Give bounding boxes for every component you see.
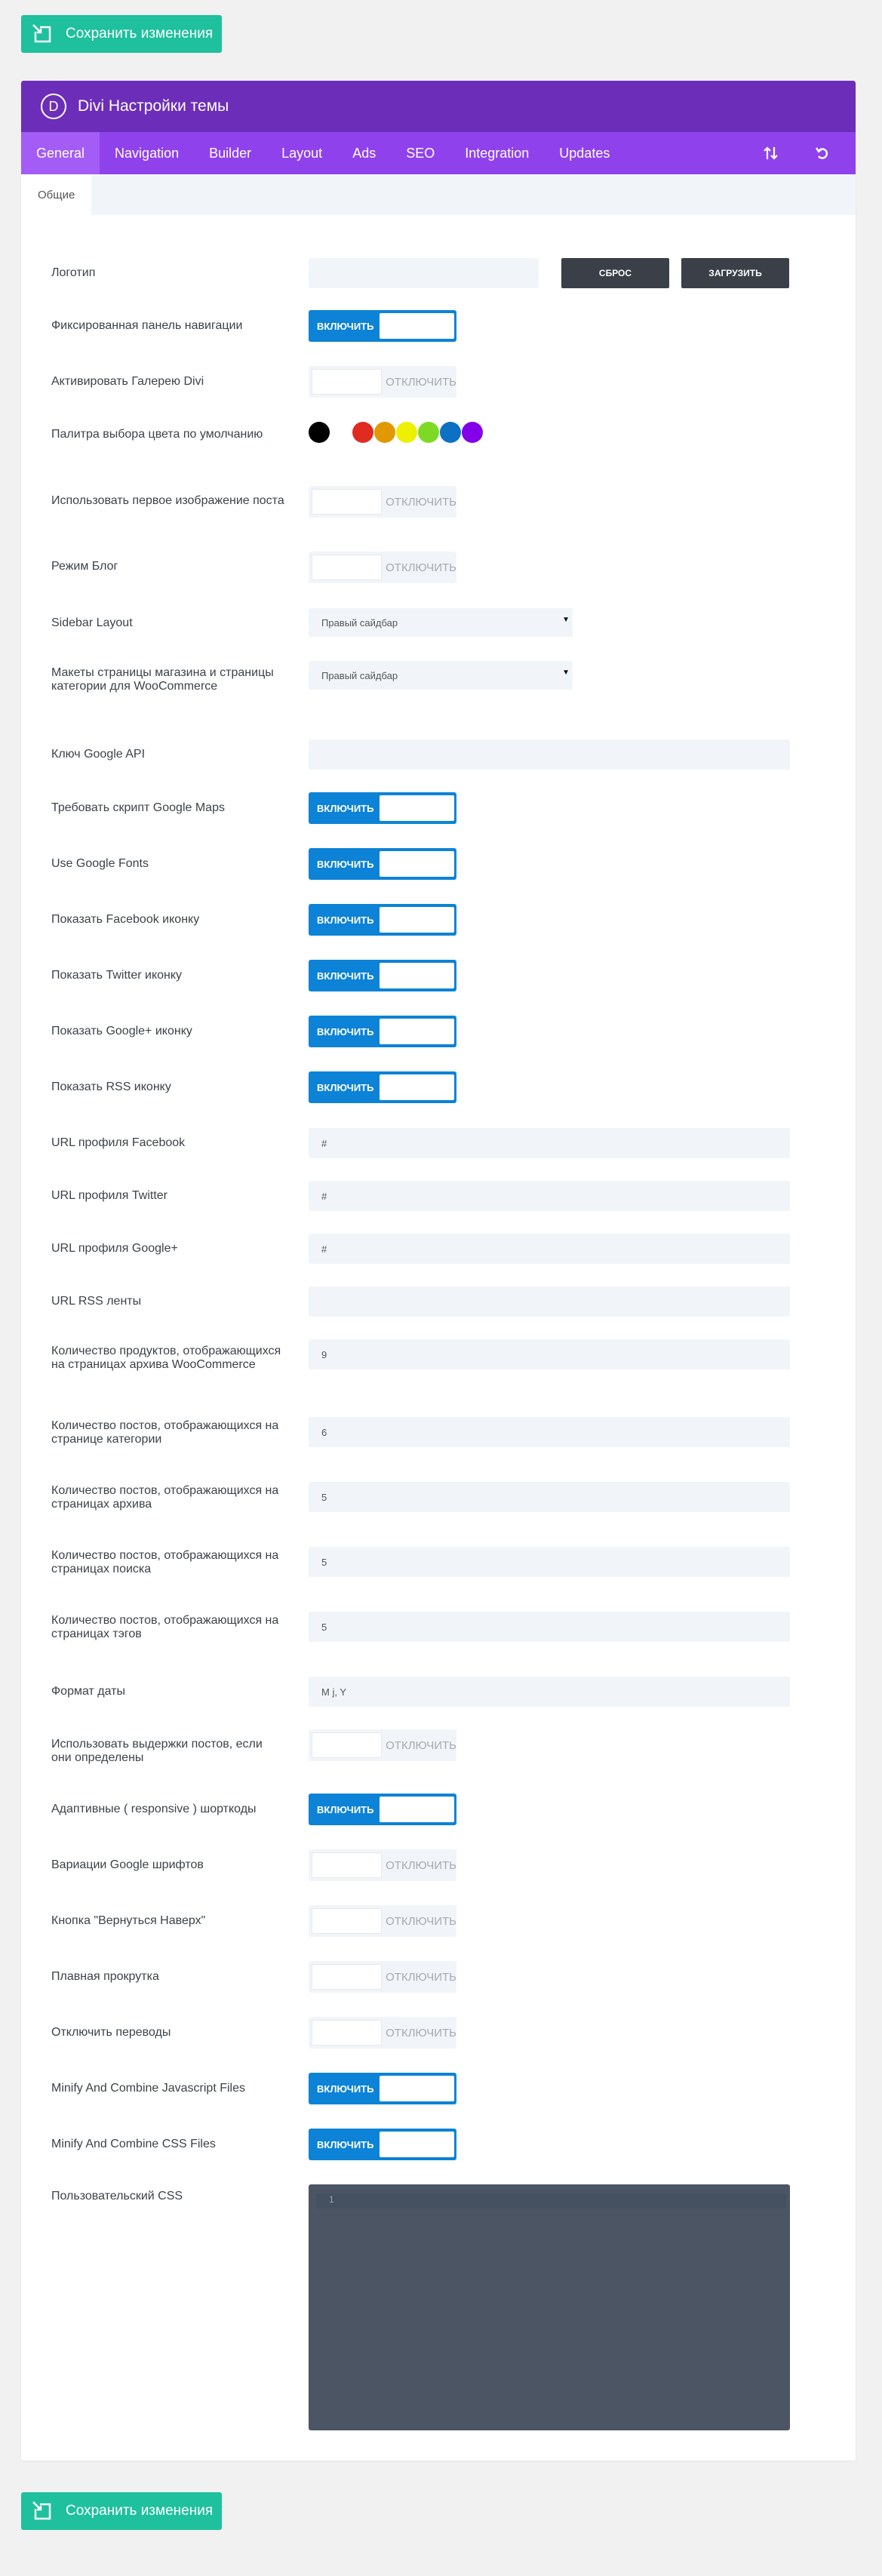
setting-label: URL профиля Twitter [51,1189,167,1202]
setting-label: Minify And Combine CSS Files [51,2138,216,2150]
rss-url-input[interactable] [309,1286,790,1317]
setting-label: Режим Блог [51,560,118,573]
show-rss-toggle[interactable]: ВКЛЮЧИТЬ [309,1071,456,1103]
setting-label: Use Google Fonts [51,857,149,870]
setting-label: Кнопка "Вернуться Наверх" [51,1914,206,1927]
dropdown-arrow-icon: ▼ [562,669,570,677]
tab-builder[interactable]: Builder [209,145,252,161]
first-image-toggle[interactable]: ОТКЛЮЧИТЬ [309,486,456,518]
setting-label: Использовать первое изображение поста [51,494,284,507]
tag-posts-count-input[interactable]: 5 [309,1612,790,1642]
page-title: Divi Настройки темы [78,97,229,115]
google-api-key-input[interactable] [309,739,790,770]
save-changes-button-bottom[interactable] [21,2492,222,2530]
archive-posts-count-input[interactable]: 5 [309,1482,790,1512]
setting-label: Палитра выбора цвета по умолчанию [51,428,263,441]
google-plus-url-input[interactable]: # [309,1234,790,1264]
upload-logo-button[interactable]: ЗАГРУЗИТЬ [681,258,789,288]
show-facebook-toggle[interactable]: ВКЛЮЧИТЬ [309,904,456,936]
undo-icon[interactable] [812,143,833,164]
active-code-line [316,2193,786,2209]
fixed-nav-toggle[interactable]: ВКЛЮЧИТЬ [309,310,456,342]
divi-logo-icon: D [41,94,66,119]
facebook-url-input[interactable]: # [309,1128,790,1158]
color-swatch-1[interactable] [309,422,330,443]
color-palette [309,422,484,443]
twitter-url-input[interactable]: # [309,1181,790,1211]
setting-label: URL RSS ленты [51,1295,142,1308]
setting-label: Minify And Combine Javascript Files [51,2082,245,2095]
setting-label: Макеты страницы магазина и страницы категории для WooCommerce [51,666,274,693]
back-to-top-toggle[interactable]: ОТКЛЮЧИТЬ [309,1905,456,1937]
custom-css-editor[interactable] [309,2184,790,2430]
smooth-scroll-toggle[interactable]: ОТКЛЮЧИТЬ [309,1961,456,1993]
setting-label: URL профиля Google+ [51,1242,178,1255]
sub-tabs [21,174,856,215]
reset-logo-button[interactable]: СБРОС [561,258,669,288]
minify-js-toggle[interactable]: ВКЛЮЧИТЬ [309,2073,456,2104]
main-tabs [21,132,856,174]
setting-label: Количество постов, отображающихся на страницах тэгов [51,1614,279,1640]
panel-header [21,81,856,132]
setting-label: Активировать Галерею Divi [51,375,204,388]
google-fonts-toggle[interactable]: ВКЛЮЧИТЬ [309,848,456,880]
save-button-label: Сохранить изменения [66,2503,214,2519]
minify-css-toggle[interactable]: ВКЛЮЧИТЬ [309,2129,456,2160]
color-swatch-8[interactable] [462,422,483,443]
disable-translations-toggle[interactable]: ОТКЛЮЧИТЬ [309,2017,456,2049]
color-swatch-4[interactable] [374,422,395,443]
tab-navigation[interactable]: Navigation [115,145,180,161]
responsive-shortcodes-toggle[interactable]: ВКЛЮЧИТЬ [309,1794,456,1825]
setting-label: Плавная прокрутка [51,1970,159,1983]
setting-label: Показать Facebook иконку [51,913,200,926]
setting-label: Фиксированная панель навигации [51,319,243,332]
tab-integration[interactable]: Integration [465,145,530,161]
color-swatch-3[interactable] [352,422,373,443]
save-icon [30,22,54,46]
setting-label: Количество продуктов, отображающихся на страницах архива WooCommerce [51,1345,281,1371]
setting-label: Ключ Google API [51,748,146,761]
use-excerpts-toggle[interactable]: ОТКЛЮЧИТЬ [309,1729,456,1761]
google-font-variants-toggle[interactable]: ОТКЛЮЧИТЬ [309,1849,456,1881]
setting-label: URL профиля Facebook [51,1136,186,1149]
tab-ads[interactable]: Ads [352,145,376,161]
setting-label: Логотип [51,266,96,279]
show-twitter-toggle[interactable]: ВКЛЮЧИТЬ [309,960,456,991]
search-posts-count-input[interactable]: 5 [309,1547,790,1577]
setting-label: Адаптивные ( responsive ) шорткоды [51,1803,257,1815]
woo-products-count-input[interactable]: 9 [309,1339,790,1369]
theme-options-panel [21,81,856,2461]
setting-label: Вариации Google шрифтов [51,1858,204,1871]
line-number: 1 [329,2194,334,2205]
tab-updates[interactable]: Updates [559,145,610,161]
save-changes-button-top[interactable] [21,15,222,53]
setting-label: Количество постов, отображающихся на страницах архива [51,1484,279,1511]
tab-general[interactable]: General [21,132,100,174]
color-swatch-7[interactable] [440,422,461,443]
subtab-general[interactable]: Общие [21,174,91,215]
color-swatch-6[interactable] [418,422,439,443]
blog-mode-toggle[interactable]: ОТКЛЮЧИТЬ [309,552,456,583]
setting-label: Использовать выдержки постов, если они определены [51,1738,263,1764]
google-maps-script-toggle[interactable]: ВКЛЮЧИТЬ [309,792,456,824]
divi-gallery-toggle[interactable]: ОТКЛЮЧИТЬ [309,366,456,398]
show-google-plus-toggle[interactable]: ВКЛЮЧИТЬ [309,1016,456,1047]
save-icon [30,2499,54,2523]
setting-label: Требовать скрипт Google Maps [51,801,225,814]
setting-label: Отключить переводы [51,2026,171,2039]
date-format-input[interactable]: M j, Y [309,1677,790,1707]
color-swatch-2[interactable] [330,422,352,443]
logo-url-input[interactable] [309,258,539,288]
sort-arrows-icon[interactable] [761,143,782,164]
sidebar-layout-select[interactable]: Правый сайдбар ▼ [309,608,573,637]
setting-label: Формат даты [51,1685,125,1698]
tab-layout[interactable]: Layout [281,145,323,161]
color-swatch-5[interactable] [396,422,417,443]
setting-label: Показать RSS иконку [51,1081,171,1093]
woo-layout-select[interactable]: Правый сайдбар ▼ [309,661,573,690]
dropdown-arrow-icon: ▼ [562,616,570,624]
setting-label: Пользовательский CSS [51,2190,183,2203]
category-posts-count-input[interactable]: 6 [309,1417,790,1447]
setting-label: Количество постов, отображающихся на странице категории [51,1419,279,1446]
setting-label: Sidebar Layout [51,616,133,629]
setting-label: Количество постов, отображающихся на страницах поиска [51,1549,279,1575]
setting-label: Показать Twitter иконку [51,969,183,982]
tab-seo[interactable]: SEO [406,145,435,161]
setting-label: Показать Google+ иконку [51,1025,192,1037]
save-button-label: Сохранить изменения [66,26,214,41]
